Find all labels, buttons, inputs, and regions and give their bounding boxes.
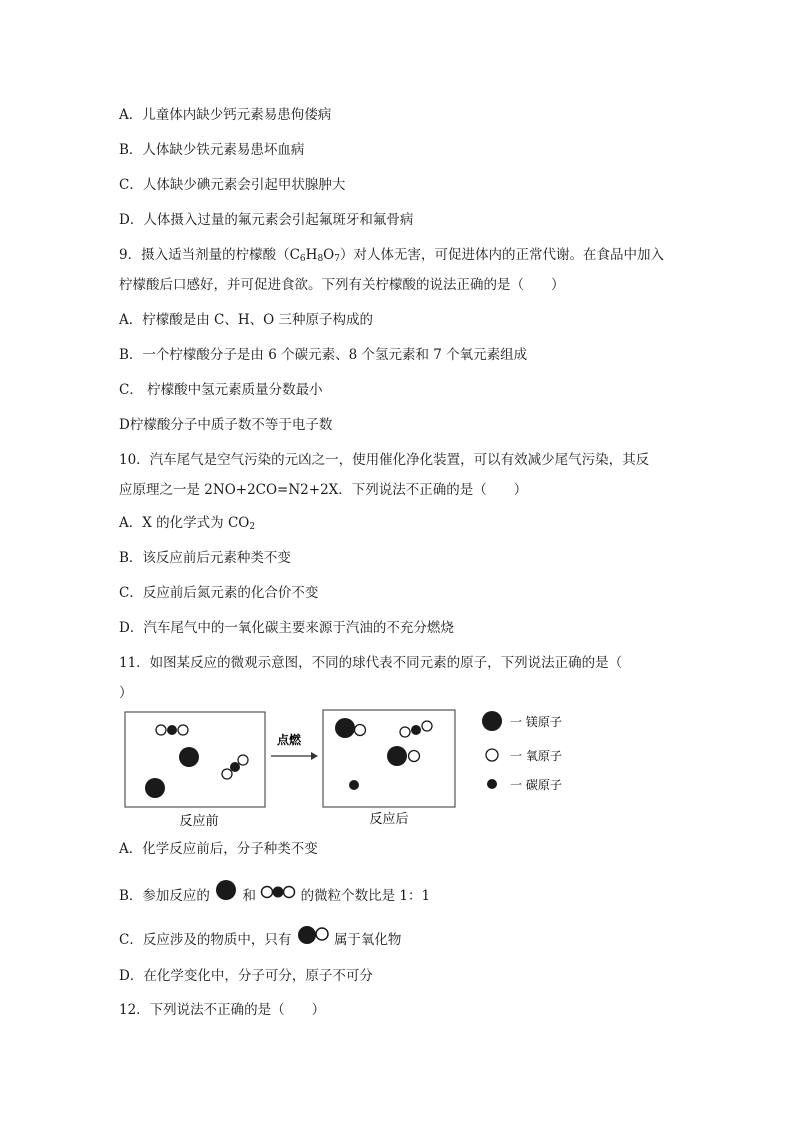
option-c-iodine: C．人体缺少碘元素会引起甲状腺肿大 (119, 177, 346, 193)
reaction-diagram (119, 704, 599, 834)
question-9-line-2: 柠檬酸后口感好，并可促进食欲。下列有关柠檬酸的说法正确的是（ ） (119, 277, 565, 293)
before-molecule-o-atom (222, 769, 232, 779)
after-c-atom (349, 780, 359, 790)
q9-sub-2: 8 (317, 254, 324, 264)
question-10-line-1: 10．汽车尾气是空气污染的元凶之一，使用催化净化装置，可以有效减少尾气污染，其反 (119, 452, 650, 468)
q11-option-a: A．化学反应前后，分子种类不变 (119, 841, 318, 857)
question-11-line-2: ） (119, 685, 133, 701)
before-mg-atom (179, 747, 199, 767)
after-molecule-o-atom (400, 727, 410, 737)
after-o-atom (409, 751, 420, 762)
q9-text-4: ）对人体无害，可促进体内的正常代谢。在食品中加入 (339, 247, 664, 263)
after-molecule-o-atom (422, 721, 432, 731)
after-label: 反应后 (369, 812, 409, 827)
legend-o-text: 一 氧原子 (510, 749, 562, 763)
after-mg-atom (387, 746, 407, 766)
before-molecule-o-atom (178, 725, 188, 735)
q9-option-b: B．一个柠檬酸分子是由 6 个碳元素、8 个氢元素和 7 个氧元素组成 (119, 347, 528, 363)
before-label: 反应前 (179, 814, 219, 829)
q9-sub-3: 7 (334, 254, 340, 264)
co2-molecule-icon (260, 884, 296, 900)
q11-b-text-1: B．参加反应的 (119, 888, 210, 904)
question-10-line-2: 应原理之一是 2NO+2CO=N2+2X．下列说法不正确的是（ ） (119, 482, 528, 498)
question-12: 12．下列说法不正确的是（ ） (119, 1002, 326, 1018)
after-molecule-c-atom (411, 725, 421, 735)
legend-c-text: 一 碳原子 (510, 778, 562, 792)
before-molecule-c-atom (230, 762, 240, 772)
q10-option-a (119, 514, 255, 536)
q10-a-sub: 2 (249, 522, 256, 532)
q10-option-c: C．反应前后氮元素的化合价不变 (119, 585, 319, 601)
before-molecule-o-atom (156, 725, 166, 735)
q9-text-3: O (323, 247, 335, 263)
q10-option-b: B．该反应前后元素种类不变 (119, 550, 291, 566)
before-mg-atom (145, 778, 165, 798)
q11-option-d: D．在化学变化中，分子可分，原子不可分 (119, 968, 373, 984)
q10-option-d: D．汽车尾气中的一氧化碳主要来源于汽油的不充分燃烧 (119, 620, 454, 636)
option-d-fluorine: D．人体摄入过量的氟元素会引起氟斑牙和氟骨病 (119, 212, 414, 228)
mgo-molecule-icon (296, 924, 330, 946)
q9-sub-1: 6 (299, 254, 306, 264)
arrow-label: 点燃 (276, 733, 302, 747)
legend-c-atom-icon (487, 779, 497, 789)
q11-option-b (119, 886, 430, 906)
legend-o-atom-icon (486, 749, 498, 761)
q9-option-c: C． 柠檬酸中氢元素质量分数最小 (119, 382, 323, 398)
q11-b-text-3: 的微粒个数比是 1：1 (300, 888, 431, 904)
q9-option-d: D柠檬酸分子中质子数不等于电子数 (119, 417, 333, 433)
q11-c-text-1: C．反应涉及的物质中，只有 (119, 932, 292, 948)
after-mg-atom (335, 718, 355, 738)
question-11-line-1: 11．如图某反应的微观示意图，不同的球代表不同元素的原子，下列说法正确的是（ (119, 655, 623, 671)
q11-b-text-2: 和 (242, 888, 257, 904)
q11-option-c (119, 930, 401, 950)
before-molecule-c-atom (167, 725, 177, 735)
mg-atom-icon (214, 878, 238, 902)
option-a-children: A．儿童体内缺少钙元素易患佝偻病 (119, 107, 332, 123)
q9-text-1: 9．摄入适当剂量的柠檬酸（C (119, 247, 300, 263)
legend-mg-atom-icon (482, 711, 502, 731)
option-b-iron: B．人体缺少铁元素易患坏血病 (119, 142, 305, 158)
q9-option-a: A．柠檬酸是由 C、H、O 三种原子构成的 (119, 312, 374, 328)
q10-a-text: A．X 的化学式为 CO (119, 515, 250, 531)
reaction-arrow-head (311, 752, 318, 760)
question-9-line-1 (119, 246, 664, 268)
q11-c-text-2: 属于氧化物 (333, 932, 402, 948)
q9-text-2: H (305, 247, 318, 263)
legend-mg-text: 一 镁原子 (510, 715, 562, 729)
after-o-atom (355, 725, 366, 736)
before-molecule-o-atom (238, 755, 248, 765)
